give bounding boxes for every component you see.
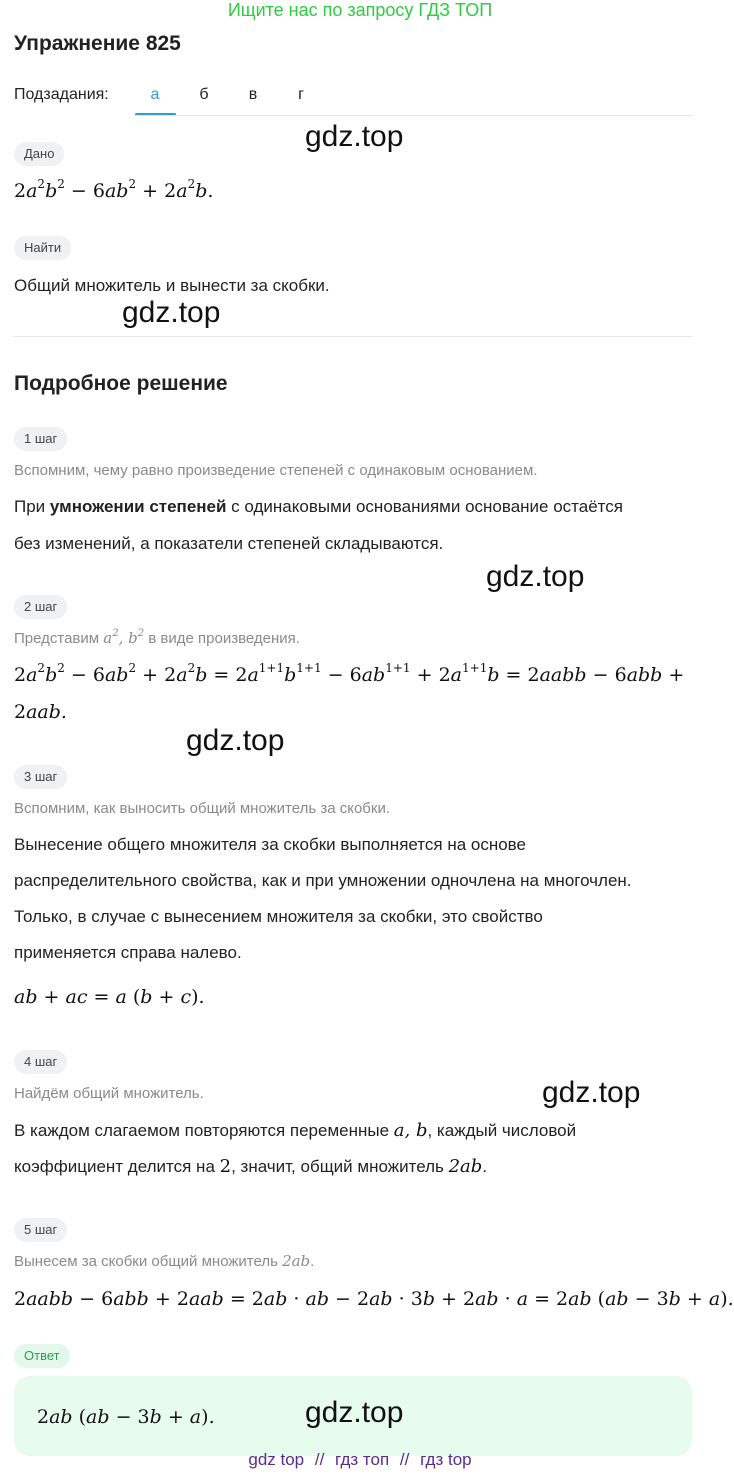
given-expression: $2a^2b^2 - 6ab^2 + 2a^2b$. (14, 177, 214, 202)
tab-g[interactable]: г (298, 86, 304, 103)
answer-chip: Ответ (14, 1344, 70, 1368)
footer-link-gdz-top[interactable]: gdz top (248, 1450, 305, 1469)
step-4-text-part: , каждый числовой (427, 1121, 577, 1140)
step-1-bold: умножении степеней (49, 497, 227, 516)
step-3-line: распределительного свойства, как и при умножении одночлена на многочлен. (14, 871, 632, 890)
step-3-line: Только, в случае с вынесением множителя за скобки, это свойство (14, 907, 543, 926)
section-divider (14, 336, 692, 337)
step-5-hint-math: 2ab (282, 1252, 311, 1270)
step-4-text-part: , значит, общий множитель (231, 1157, 449, 1176)
step-3-line: Вынесение общего множителя за скобки выполняется на основе (14, 835, 526, 854)
step-1-text (14, 497, 704, 517)
tab-v[interactable]: в (248, 86, 258, 103)
step-5-hint-part: . (310, 1253, 315, 1270)
watermark: gdz.top (486, 560, 585, 593)
step-1-text-part: с одинаковыми основаниями основание остаётся (226, 497, 623, 516)
step-3-hint: Вспомним, как выносить общий множитель за скобки. (14, 800, 390, 817)
footer-link-gdz-top-mixed[interactable]: гдз top (420, 1450, 472, 1469)
step-2-hint (14, 629, 300, 647)
answer-expression: 2ab (ab − 3b + a). (37, 1406, 215, 1428)
step-4-chip: 4 шаг (14, 1050, 67, 1074)
solution-title: Подробное решение (14, 372, 228, 395)
step-4-number: 2 (219, 1156, 232, 1177)
footer-separator: // (399, 1450, 410, 1469)
step-2-hint-part: Представим (14, 630, 104, 647)
watermark: gdz.top (122, 296, 221, 329)
page-title: Упражнение 825 (14, 32, 181, 55)
tab-a[interactable]: а (150, 86, 160, 103)
step-1-text-part: При (14, 497, 50, 516)
given-chip: Дано (14, 142, 64, 166)
watermark: gdz.top (542, 1076, 641, 1109)
step-2-hint-part: в виде произведения. (144, 630, 300, 647)
find-text: Общий множитель и вынести за скобки. (14, 276, 330, 295)
watermark: gdz.top (305, 1396, 404, 1429)
step-2-chip: 2 шаг (14, 595, 67, 619)
watermark: gdz.top (186, 724, 285, 757)
step-4-text-part: . (482, 1157, 488, 1176)
step-3-line: применяется справа налево. (14, 943, 242, 962)
footer-link-gdz-top-ru[interactable]: гдз топ (335, 1450, 390, 1469)
step-4-line2 (14, 1156, 487, 1177)
step-1-chip: 1 шаг (14, 427, 67, 451)
footer-separator: // (314, 1450, 325, 1469)
step-1-text-line2: без изменений, а показатели степеней складываются. (14, 534, 444, 553)
step-4-factor: 2ab (448, 1156, 483, 1177)
footer-links (0, 1450, 720, 1470)
watermark: gdz.top (305, 120, 404, 153)
step-4-text-part: коэффициент делится на (14, 1157, 220, 1176)
step-4-hint: Найдём общий множитель. (14, 1085, 204, 1102)
step-4-vars: a, b (393, 1120, 428, 1141)
step-5-hint (14, 1252, 314, 1270)
tabs-divider (135, 115, 692, 116)
step-5-chip: 5 шаг (14, 1218, 67, 1242)
step-2-expression-line2: 2aab. (14, 701, 67, 723)
step-5-hint-part: Вынесем за скобки общий множитель (14, 1253, 283, 1270)
step-4-line1 (14, 1120, 576, 1141)
promo-banner[interactable]: Ищите нас по запросу ГДЗ ТОП (227, 0, 493, 20)
step-5-expression: 2aabb − 6abb + 2aab = 2ab · ab − 2ab · 3b + 2ab · a = 2ab (ab − 3b + a). (14, 1288, 734, 1310)
step-3-chip: 3 шаг (14, 765, 67, 789)
step-2-expression: $2a^2b^2 - 6ab^2 + 2a^2b = 2a^{1+1}b^{1+1} - 6ab^{1+1} + 2a^{1+1}b$ = 2aabb − 6abb + (14, 661, 685, 686)
subtasks-label: Подзадания: (14, 86, 109, 103)
step-4-text-part: В каждом слагаемом повторяются переменные (14, 1121, 394, 1140)
step-1-hint: Вспомним, чему равно произведение степеней с одинаковым основанием. (14, 462, 538, 479)
find-chip: Найти (14, 236, 71, 260)
step-3-expression: ab + ac = a (b + c). (14, 986, 205, 1008)
tab-b[interactable]: б (199, 86, 209, 103)
step-2-hint-math: $a^2$, $b^2$ (103, 628, 145, 647)
